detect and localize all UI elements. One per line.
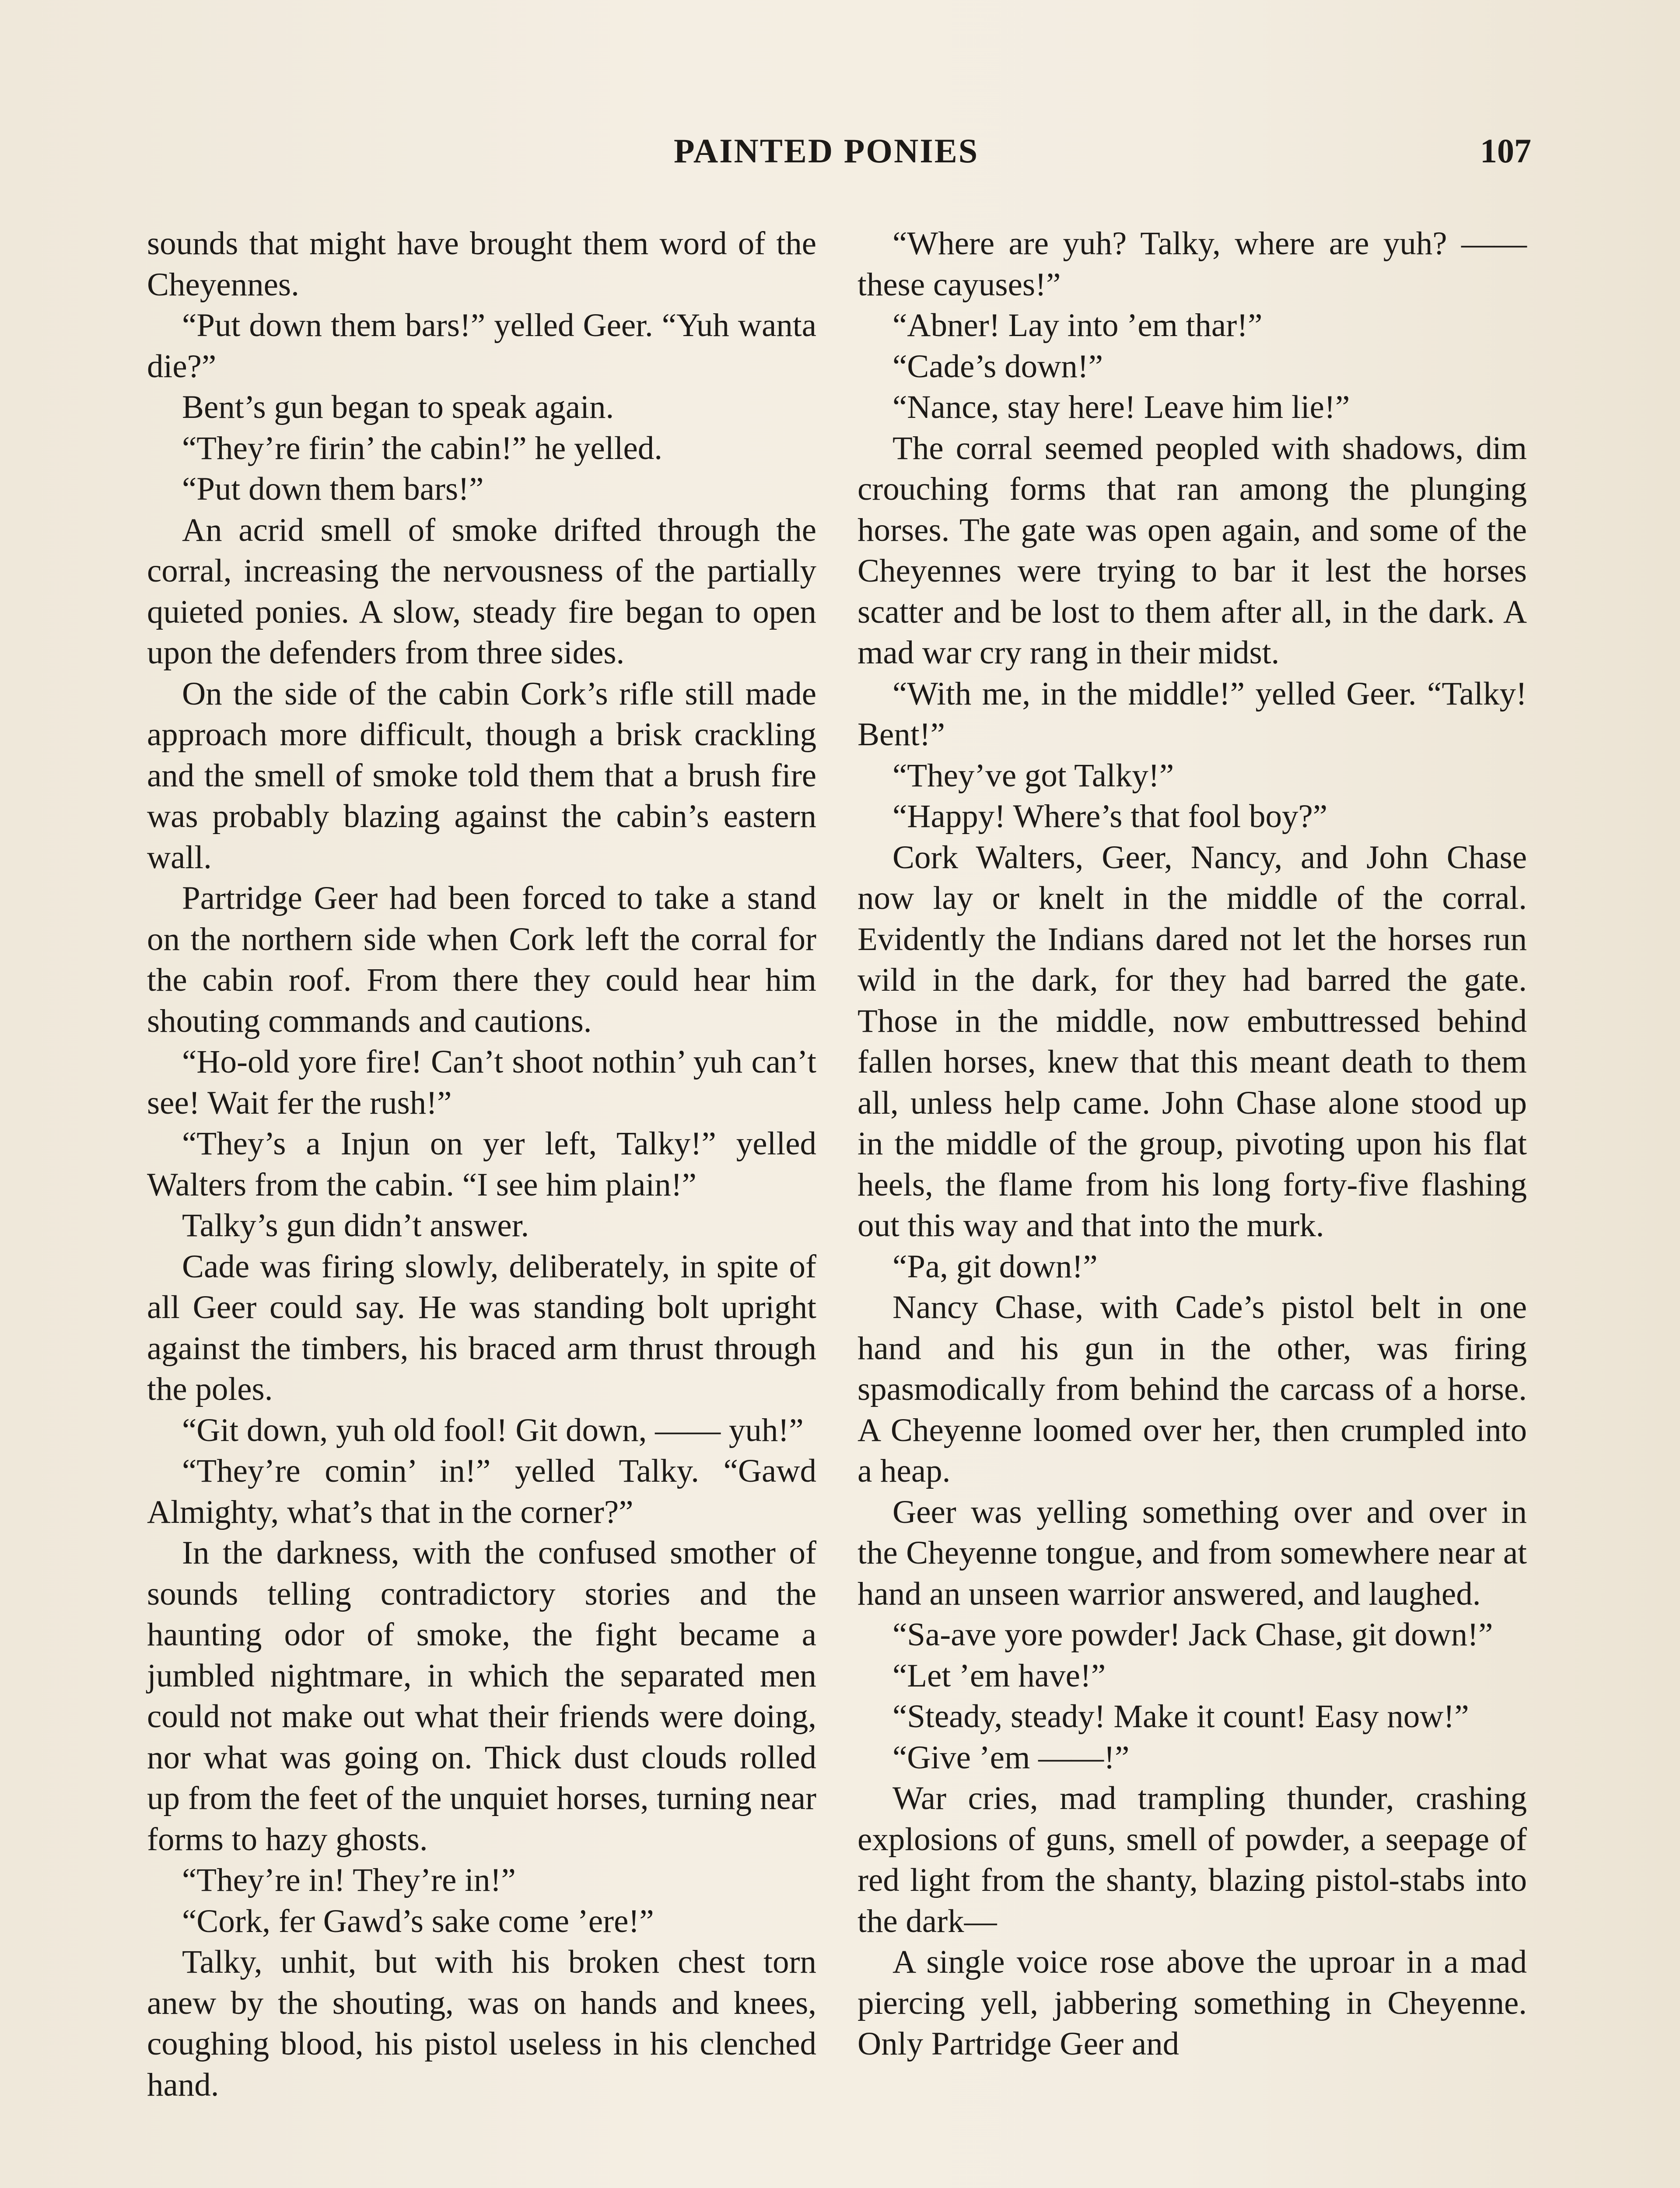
paragraph: “Ho-old yore fire! Can’t shoot nothin’ yuh can’t see! Wait fer the rush!” bbox=[147, 1044, 816, 1121]
left-text-column bbox=[147, 223, 816, 2105]
paragraph: “Cade’s down!” bbox=[892, 348, 1103, 385]
paragraph: “Abner! Lay into ’em thar!” bbox=[892, 307, 1263, 344]
paragraph: “Where are yuh? Talky, where are yuh? —— these cayuses!” bbox=[858, 225, 1527, 303]
paragraph: “With me, in the middle!” yelled Geer. “Talky! Bent!” bbox=[858, 675, 1527, 753]
paragraph: The corral seemed peopled with shadows, dim crouching forms that ran among the plunging horses. The gate was open again, and some of the Cheyennes were trying to bar it lest the horses scatter and be lost to them after all, in the dark. A mad war cry rang in their midst. bbox=[858, 430, 1527, 671]
page-header bbox=[674, 131, 1531, 184]
paragraph: A single voice rose above the uproar in a mad piercing yell, jabbering something in Cheyenne. Only Partridge Geer and bbox=[858, 1944, 1527, 2062]
paragraph: “Cork, fer Gawd’s sake come ’ere!” bbox=[182, 1903, 654, 1939]
paragraph: Nancy Chase, with Cade’s pistol belt in one hand and his gun in the other, was firing spasmodically from behind the carcass of a horse. A Cheyenne loomed over her, then crumpled into a heap. bbox=[858, 1289, 1527, 1489]
paragraph: Cork Walters, Geer, Nancy, and John Chase now lay or knelt in the middle of the corral. Evidently the Indians dared not let the horses run wild in the dark, for they had barred the gate. Those in the middle, now embuttressed behind fallen horses, knew that this meant death to them all, unless help came. John Chase alone stood up in the middle of the group, pivoting upon his flat heels, the flame from his long forty-five flashing out this way and that into the murk. bbox=[858, 839, 1527, 1244]
paragraph: “Steady, steady! Make it count! Easy now!” bbox=[892, 1698, 1469, 1735]
paragraph: “Let ’em have!” bbox=[892, 1657, 1106, 1694]
paragraph: “Happy! Where’s that fool boy?” bbox=[892, 798, 1328, 835]
paragraph: Geer was yelling something over and over in the Cheyenne tongue, and from somewhere near at hand an unseen warrior answered, and laughed. bbox=[858, 1494, 1527, 1612]
paragraph: On the side of the cabin Cork’s rifle still made approach more difficult, though a brisk crackling and the smell of smoke told them that a brush fire was probably blazing against the cabin’s eastern wall. bbox=[147, 675, 816, 876]
paragraph: “Pa, git down!” bbox=[892, 1248, 1098, 1285]
paragraph: “Give ’em ——!” bbox=[892, 1739, 1130, 1776]
paragraph: War cries, mad trampling thunder, crashing explosions of guns, smell of powder, a seepage of red light from the shanty, blazing pistol-stabs into the dark— bbox=[858, 1780, 1527, 1939]
paragraph: “Put down them bars!” yelled Geer. “Yuh wanta die?” bbox=[147, 307, 816, 385]
paragraph: “They’re in! They’re in!” bbox=[182, 1862, 516, 1898]
paragraph: “Nance, stay here! Leave him lie!” bbox=[892, 389, 1350, 425]
paragraph: In the darkness, with the confused smother of sounds telling contradictory stories and the haunting odor of smoke, the fight became a jumbled nightmare, in which the separated men could not make out what their friends were doing, nor what was going on. Thick dust clouds rolled up from the feet of the unquiet horses, turning near forms to hazy ghosts. bbox=[147, 1535, 816, 1858]
running-title: PAINTED PONIES bbox=[674, 132, 979, 170]
paragraph: “Git down, yuh old fool! Git down, —— yuh!” bbox=[182, 1412, 804, 1448]
paragraph: “They’re firin’ the cabin!” he yelled. bbox=[182, 430, 663, 466]
paragraph: Bent’s gun began to speak again. bbox=[182, 389, 614, 425]
paragraph: “They’ve got Talky!” bbox=[892, 757, 1174, 794]
paragraph: Partridge Geer had been forced to take a stand on the northern side when Cork left the corral for the cabin roof. From there they could hear him shouting commands and cautions. bbox=[147, 880, 816, 1039]
paragraph: “They’re comin’ in!” yelled Talky. “Gawd Almighty, what’s that in the corner?” bbox=[147, 1453, 816, 1530]
paragraph: An acrid smell of smoke drifted through the corral, increasing the nervousness of the partially quieted ponies. A slow, steady fire began to open upon the defenders from three sides. bbox=[147, 512, 816, 671]
paragraph: Cade was firing slowly, deliberately, in spite of all Geer could say. He was standing bolt upright against the timbers, his braced arm thrust through the poles. bbox=[147, 1248, 816, 1407]
right-text-column bbox=[858, 223, 1527, 2065]
paragraph: Talky’s gun didn’t answer. bbox=[182, 1207, 529, 1244]
paragraph: Talky, unhit, but with his broken chest torn anew by the shouting, was on hands and knees, coughing blood, his pistol useless in his clenched hand. bbox=[147, 1944, 816, 2103]
paragraph: “They’s a Injun on yer left, Talky!” yelled Walters from the cabin. “I see him plain!” bbox=[147, 1126, 816, 1203]
page-number: 107 bbox=[1480, 132, 1531, 170]
paragraph: “Sa-ave yore powder! Jack Chase, git down!” bbox=[892, 1616, 1493, 1653]
paragraph: sounds that might have brought them word of the Cheyennes. bbox=[147, 225, 816, 303]
paragraph: “Put down them bars!” bbox=[182, 471, 484, 507]
